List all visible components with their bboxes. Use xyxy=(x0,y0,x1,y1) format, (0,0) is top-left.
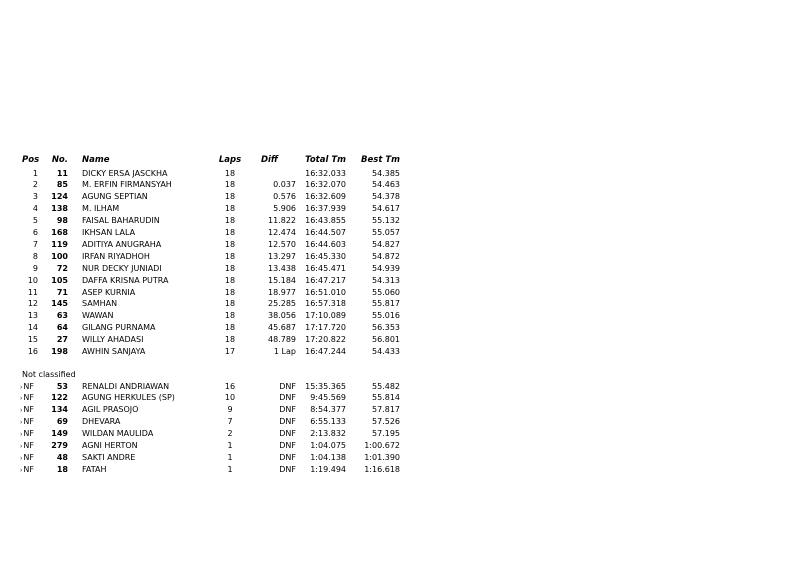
arrow-icon: › xyxy=(20,395,23,403)
best-time-cell: 54.313 xyxy=(372,275,400,285)
number-cell: 27 xyxy=(56,335,68,345)
total-time-cell: 16:47.217 xyxy=(305,275,346,285)
laps-cell: 1 xyxy=(227,441,233,450)
laps-cell: 18 xyxy=(224,216,236,226)
position-cell xyxy=(20,464,34,477)
total-time-cell: 16:32.033 xyxy=(305,168,346,178)
total-time-cell: 16:32.070 xyxy=(305,180,346,190)
number-cell: 64 xyxy=(56,323,68,333)
header-no: No. xyxy=(51,155,68,165)
best-time-cell: 1:16.618 xyxy=(364,464,400,474)
number-cell: 124 xyxy=(51,192,68,202)
rider-name-cell: IKHSAN LALA xyxy=(82,228,136,237)
rider-name-cell: DICKY ERSA JASCKHA xyxy=(82,168,168,178)
laps-cell: 18 xyxy=(224,228,236,237)
arrow-icon: › xyxy=(20,407,23,415)
table-row xyxy=(0,381,800,393)
total-time-cell: 8:54.377 xyxy=(310,405,346,415)
number-cell: 134 xyxy=(51,405,68,415)
laps-cell: 18 xyxy=(224,311,236,321)
total-time-cell: 17:20.822 xyxy=(305,335,346,345)
table-row xyxy=(0,263,800,275)
position-cell: 10 xyxy=(27,275,38,285)
total-time-cell: 6:55.133 xyxy=(310,417,346,427)
rider-name-cell: ASEP KURNIA xyxy=(82,287,136,297)
diff-cell: DNF xyxy=(279,393,296,403)
diff-cell: 45.687 xyxy=(268,323,296,333)
position-cell: 8 xyxy=(32,251,38,261)
best-time-cell: 57.195 xyxy=(372,429,400,439)
rider-name-cell: AGNI HERTON xyxy=(82,441,138,450)
rider-name-cell: SAMHAN xyxy=(82,299,118,309)
position-text: NF xyxy=(23,417,34,427)
diff-cell: 18.977 xyxy=(268,287,296,297)
rider-name-cell: DHEVARA xyxy=(82,417,121,427)
laps-cell: 18 xyxy=(224,323,236,333)
diff-cell: 15.184 xyxy=(268,275,296,285)
table-row xyxy=(0,191,800,203)
laps-cell: 17 xyxy=(224,347,236,356)
number-cell: 105 xyxy=(51,275,68,285)
number-cell: 98 xyxy=(56,216,68,226)
arrow-icon: › xyxy=(20,466,23,474)
best-time-cell: 55.016 xyxy=(372,311,400,321)
diff-cell: DNF xyxy=(279,405,296,415)
arrow-icon: › xyxy=(20,443,23,450)
table-row xyxy=(0,239,800,251)
diff-cell: 0.576 xyxy=(273,192,296,202)
diff-cell: 11.822 xyxy=(268,216,296,226)
rider-name-cell: WAWAN xyxy=(82,311,114,321)
header-total-time: Total Tm xyxy=(305,155,346,165)
number-cell: 53 xyxy=(56,381,68,391)
laps-cell: 2 xyxy=(227,429,233,439)
total-time-cell: 15:35.365 xyxy=(305,381,346,391)
best-time-cell: 54.617 xyxy=(372,204,400,214)
total-time-cell: 16:43.855 xyxy=(305,216,346,226)
table-row xyxy=(0,227,800,239)
diff-cell: DNF xyxy=(279,381,296,391)
position-cell: 7 xyxy=(32,239,38,249)
best-time-cell: 54.433 xyxy=(372,347,400,356)
table-row xyxy=(0,428,800,440)
laps-cell: 18 xyxy=(224,192,236,202)
number-cell: 85 xyxy=(56,180,68,190)
arrow-icon: › xyxy=(20,454,23,462)
position-cell: 4 xyxy=(32,204,38,214)
position-cell: 16 xyxy=(27,347,38,356)
number-cell: 149 xyxy=(51,429,68,439)
laps-cell: 18 xyxy=(224,287,236,297)
laps-cell: 18 xyxy=(224,335,236,345)
position-cell: 11 xyxy=(27,287,38,297)
total-time-cell: 17:10.089 xyxy=(305,311,346,321)
rider-name-cell: AWHIN SANJAYA xyxy=(82,347,146,356)
laps-cell: 10 xyxy=(224,393,236,403)
position-text: NF xyxy=(23,405,34,415)
position-text: NF xyxy=(23,452,34,462)
diff-cell: 13.297 xyxy=(268,251,296,261)
position-text: NF xyxy=(23,464,34,474)
diff-cell: DNF xyxy=(279,417,296,427)
total-time-cell: 16:32.609 xyxy=(305,192,346,202)
total-time-cell: 17:17.720 xyxy=(305,323,346,333)
position-cell: 3 xyxy=(32,192,38,202)
table-row xyxy=(0,310,800,322)
header-diff: Diff xyxy=(260,155,278,165)
table-row xyxy=(0,404,800,416)
best-time-cell: 55.132 xyxy=(372,216,400,226)
table-row xyxy=(0,215,800,227)
arrow-icon: › xyxy=(20,431,23,439)
header-pos: Pos xyxy=(22,155,40,165)
diff-cell: 1 Lap xyxy=(273,347,296,356)
position-text: NF xyxy=(23,393,34,403)
laps-cell: 18 xyxy=(224,204,236,214)
diff-cell: 38.056 xyxy=(268,311,296,321)
rider-name-cell: FAISAL BAHARUDIN xyxy=(82,216,160,226)
position-cell: 2 xyxy=(32,180,38,190)
number-cell: 48 xyxy=(56,452,68,462)
table-row xyxy=(0,251,800,263)
position-cell: 9 xyxy=(32,263,38,273)
number-cell: 119 xyxy=(51,239,68,249)
position-cell: 12 xyxy=(27,299,38,309)
best-time-cell: 54.463 xyxy=(372,180,400,190)
laps-cell: 18 xyxy=(224,251,236,261)
table-row xyxy=(0,287,800,299)
arrow-icon: › xyxy=(20,383,23,391)
laps-cell: 18 xyxy=(224,180,236,190)
table-row xyxy=(0,179,800,191)
number-cell: 138 xyxy=(51,204,68,214)
table-row xyxy=(0,452,800,464)
number-cell: 100 xyxy=(51,251,68,261)
table-row xyxy=(0,334,800,346)
best-time-cell: 55.817 xyxy=(372,299,400,309)
laps-cell: 16 xyxy=(224,381,236,391)
total-time-cell: 1:04.138 xyxy=(310,452,346,462)
position-cell: 5 xyxy=(32,216,38,226)
table-row xyxy=(0,416,800,428)
laps-cell: 18 xyxy=(224,168,236,178)
diff-cell: DNF xyxy=(279,452,296,462)
diff-cell: 48.789 xyxy=(268,335,296,345)
table-header xyxy=(0,154,800,166)
total-time-cell: 16:57.318 xyxy=(305,299,346,309)
rider-name-cell: ADITIYA ANUGRAHA xyxy=(82,239,162,249)
position-text: NF xyxy=(23,381,34,391)
diff-cell: DNF xyxy=(279,441,296,450)
diff-cell: 5.906 xyxy=(273,204,296,214)
diff-cell: DNF xyxy=(279,464,296,474)
header-best-time: Best Tm xyxy=(361,155,400,165)
table-row xyxy=(0,275,800,287)
table-row xyxy=(0,298,800,310)
total-time-cell: 2:13.832 xyxy=(310,429,346,439)
number-cell: 168 xyxy=(51,228,68,237)
laps-cell: 7 xyxy=(227,417,233,427)
position-cell: 13 xyxy=(27,311,38,321)
table-row xyxy=(0,440,800,452)
number-cell: 145 xyxy=(51,299,68,309)
position-cell: 6 xyxy=(32,228,38,237)
rider-name-cell: RENALDI ANDRIAWAN xyxy=(82,381,170,391)
rider-name-cell: WILLY AHADASI xyxy=(82,335,144,345)
rider-name-cell: IRFAN RIYADHOH xyxy=(82,251,150,261)
table-row xyxy=(0,168,800,180)
number-cell: 63 xyxy=(56,311,68,321)
best-time-cell: 1:01.390 xyxy=(364,452,400,462)
rider-name-cell: NUR DECKY JUNIADI xyxy=(82,263,162,273)
best-time-cell: 55.060 xyxy=(372,287,400,297)
laps-cell: 1 xyxy=(227,464,233,474)
best-time-cell: 54.939 xyxy=(372,263,400,273)
best-time-cell: 57.526 xyxy=(372,417,400,427)
best-time-cell: 55.482 xyxy=(372,381,400,391)
position-text: NF xyxy=(23,429,34,439)
diff-cell: 13.438 xyxy=(268,263,296,273)
diff-cell: DNF xyxy=(279,429,296,439)
position-cell: 1 xyxy=(32,168,38,178)
number-cell: 198 xyxy=(51,347,68,356)
best-time-cell: 54.378 xyxy=(372,192,400,202)
total-time-cell: 9:45.569 xyxy=(310,393,346,403)
header-name: Name xyxy=(82,155,110,165)
best-time-cell: 54.827 xyxy=(372,239,400,249)
best-time-cell: 55.814 xyxy=(372,393,400,403)
best-time-cell: 55.057 xyxy=(372,228,400,237)
table-row xyxy=(0,464,800,476)
rider-name-cell: AGUNG HERKULES (SP) xyxy=(82,393,175,403)
diff-cell: 0.037 xyxy=(273,180,296,190)
rider-name-cell: SAKTI ANDRE xyxy=(82,452,136,462)
table-row xyxy=(0,346,800,358)
table-row xyxy=(0,322,800,334)
total-time-cell: 16:47.244 xyxy=(305,347,346,356)
number-cell: 71 xyxy=(56,287,68,297)
position-cell: 15 xyxy=(27,335,38,345)
total-time-cell: 16:45.330 xyxy=(305,251,346,261)
rider-name-cell: AGIL PRASOJO xyxy=(82,405,139,415)
total-time-cell: 16:44.603 xyxy=(305,239,346,249)
best-time-cell: 54.385 xyxy=(372,168,400,178)
laps-cell: 18 xyxy=(224,263,236,273)
number-cell: 122 xyxy=(51,393,68,403)
rider-name-cell: AGUNG SEPTIAN xyxy=(82,192,148,202)
total-time-cell: 16:45.471 xyxy=(305,263,346,273)
best-time-cell: 1:00.672 xyxy=(364,441,400,450)
best-time-cell: 54.872 xyxy=(372,251,400,261)
position-cell: 14 xyxy=(27,323,38,333)
table-row xyxy=(0,392,800,404)
rider-name-cell: M. ERFIN FIRMANSYAH xyxy=(82,180,172,190)
best-time-cell: 56.353 xyxy=(372,323,400,333)
total-time-cell: 16:37.939 xyxy=(305,204,346,214)
laps-cell: 18 xyxy=(224,239,236,249)
diff-cell: 12.474 xyxy=(268,228,296,237)
not-classified-label: Not classified xyxy=(22,370,76,379)
total-time-cell: 16:51.010 xyxy=(305,287,346,297)
rider-name-cell: GILANG PURNAMA xyxy=(82,323,156,333)
position-text: NF xyxy=(23,441,34,450)
best-time-cell: 57.817 xyxy=(372,405,400,415)
number-cell: 18 xyxy=(56,464,68,474)
rider-name-cell: DAFFA KRISNA PUTRA xyxy=(82,275,169,285)
header-laps: Laps xyxy=(218,155,242,165)
number-cell: 69 xyxy=(56,417,68,427)
number-cell: 11 xyxy=(56,168,68,178)
rider-name-cell: M. ILHAM xyxy=(82,204,120,214)
table-row xyxy=(0,203,800,215)
total-time-cell: 1:04.075 xyxy=(310,441,346,450)
rider-name-cell: WILDAN MAULIDA xyxy=(82,429,154,439)
laps-cell: 9 xyxy=(227,405,233,415)
laps-cell: 18 xyxy=(224,275,236,285)
laps-cell: 1 xyxy=(227,452,233,462)
total-time-cell: 1:19.494 xyxy=(310,464,346,474)
diff-cell: 25.285 xyxy=(268,299,296,309)
arrow-icon: › xyxy=(20,419,23,427)
laps-cell: 18 xyxy=(224,299,236,309)
number-cell: 72 xyxy=(56,263,68,273)
best-time-cell: 56.801 xyxy=(372,335,400,345)
number-cell: 279 xyxy=(51,441,68,450)
rider-name-cell: FATAH xyxy=(82,464,107,474)
diff-cell: 12.570 xyxy=(268,239,296,249)
total-time-cell: 16:44.507 xyxy=(305,228,346,237)
